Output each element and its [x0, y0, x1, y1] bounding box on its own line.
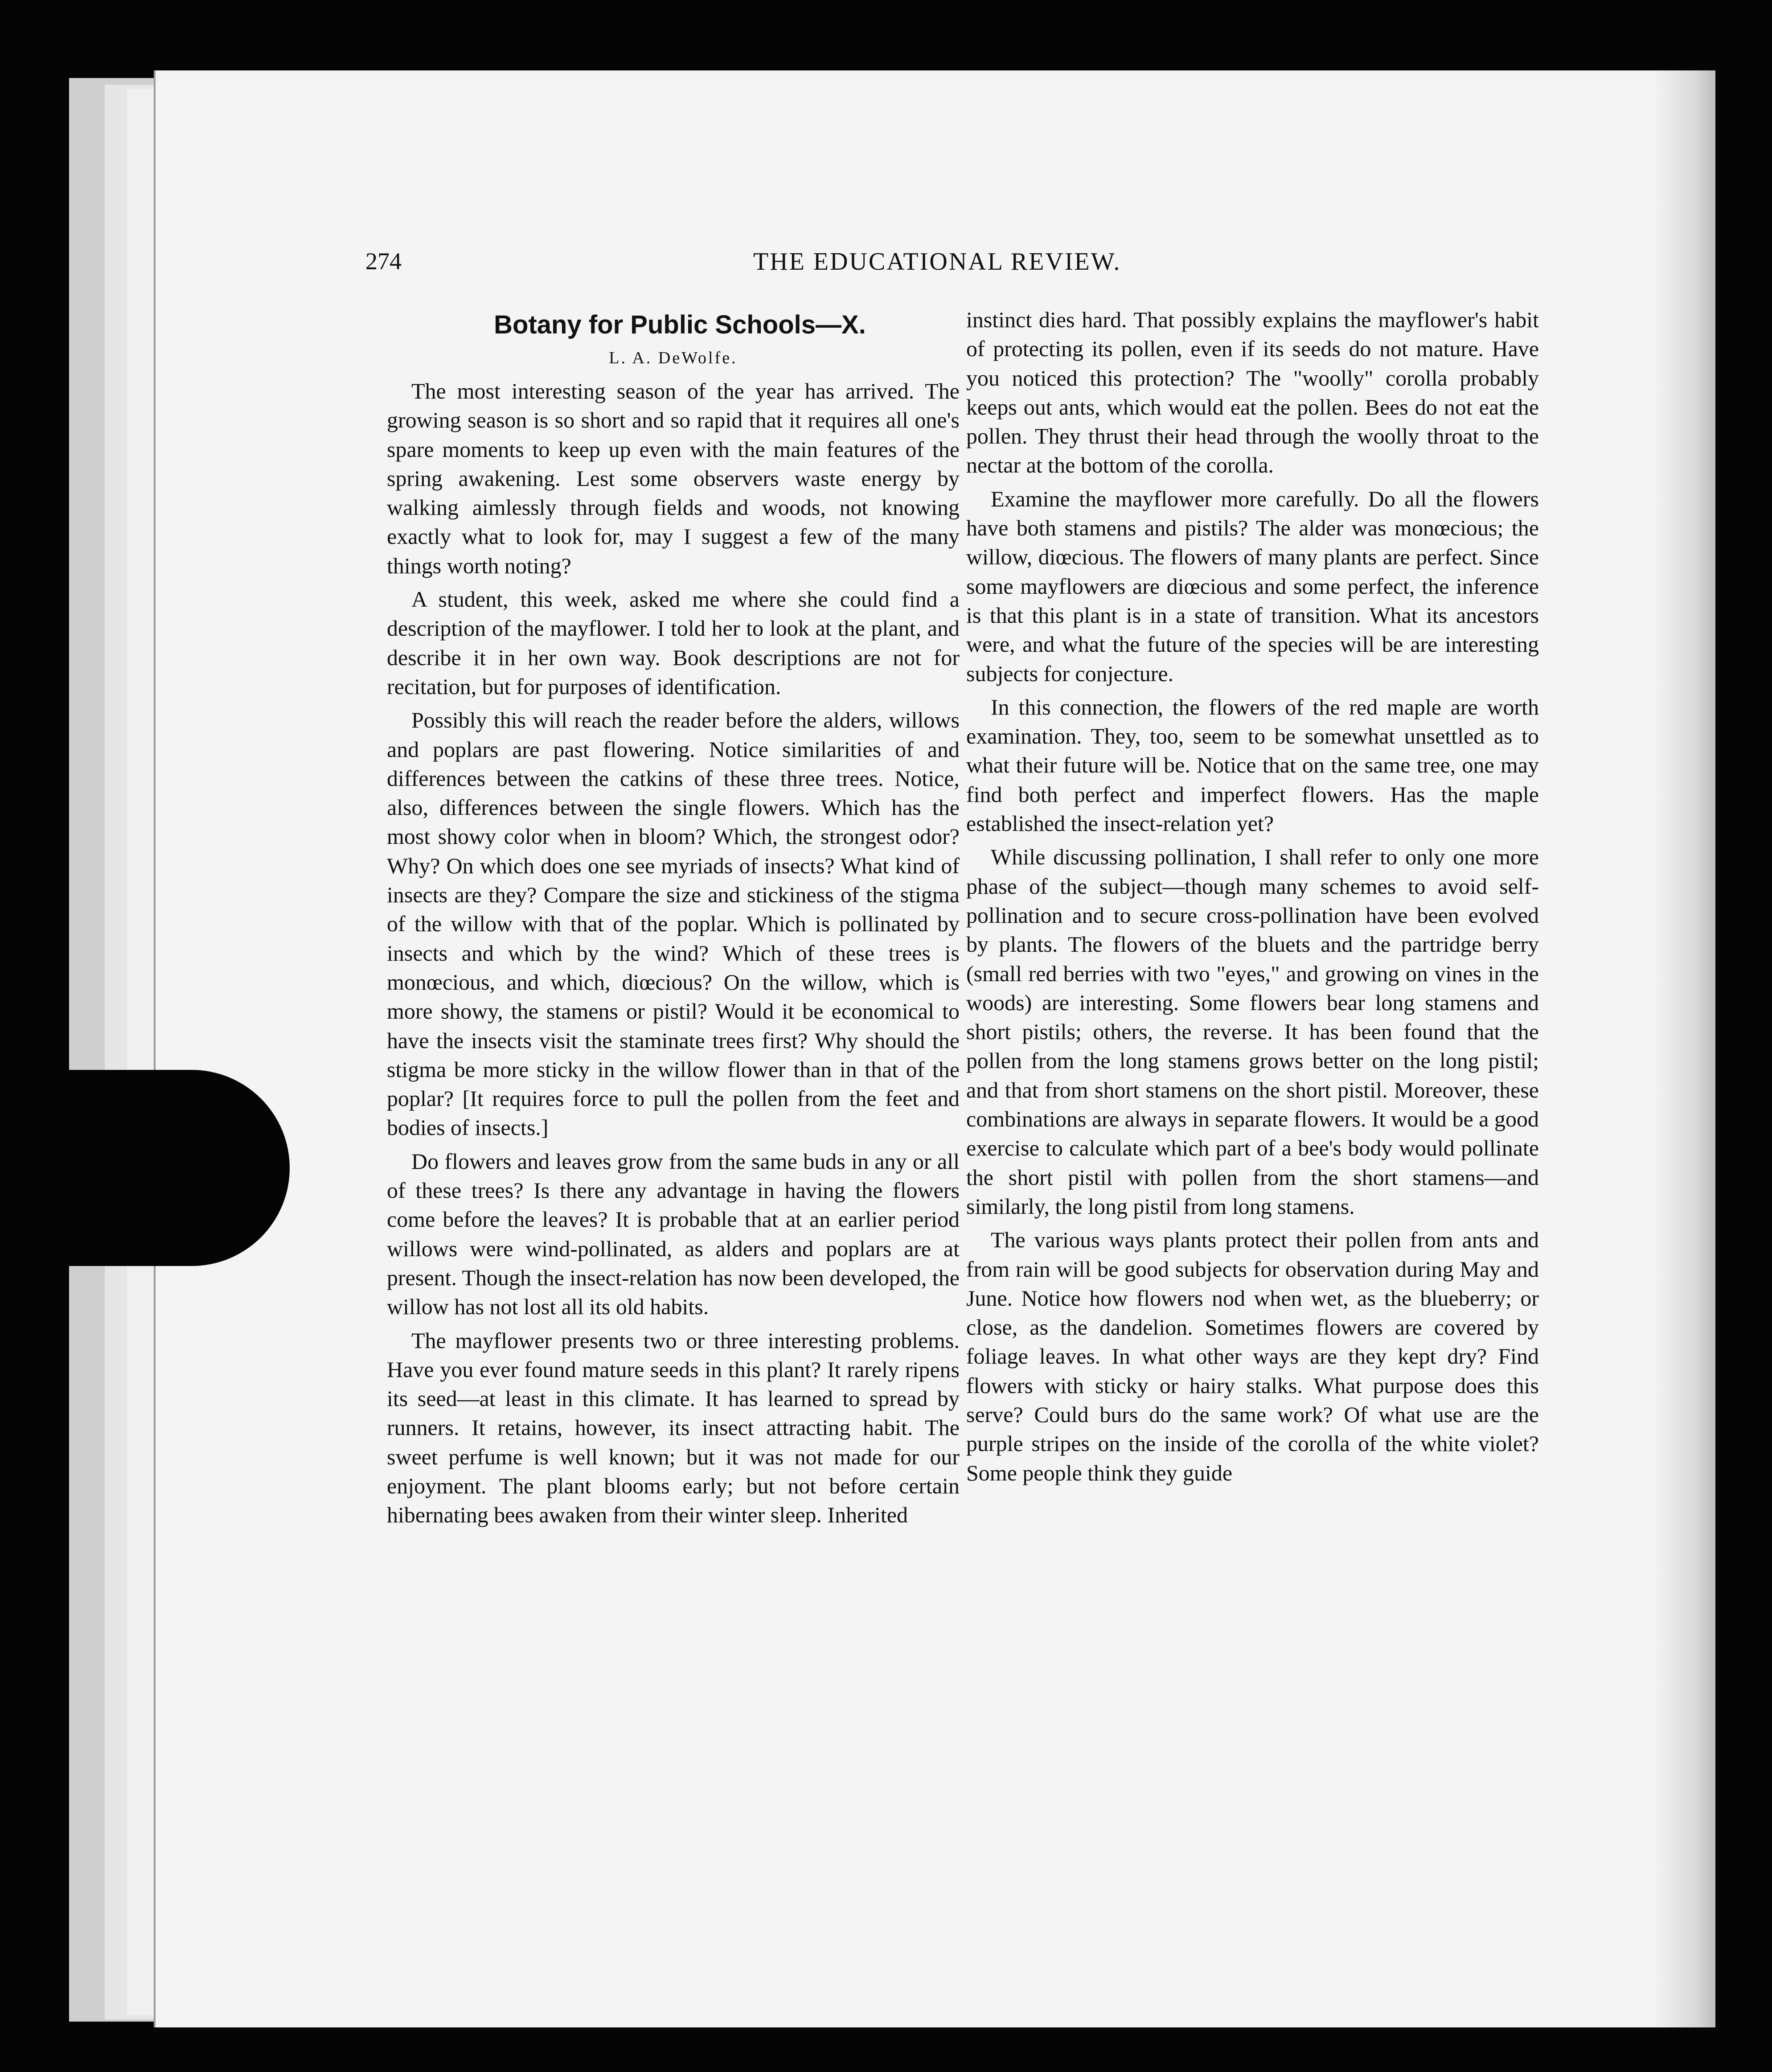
running-head: [0, 247, 1772, 283]
paragraph: Examine the mayflower more carefully. Do all the flowers have both stamens and pistils? The alder was monœcious; the willow, diœcious. The flowers of many plants are perfect. Since some mayflowers are diœcious and some perfect, the inference is that this plant is in a state of transition. What its ancestors were, and what the future of the species will be are interesting subjects for conjecture.: [966, 486, 1539, 686]
author-byline: L. A. DeWolfe.: [609, 349, 738, 367]
left-column: [387, 305, 960, 1530]
paragraph: Do flowers and leaves grow from the same buds in any or all of these trees? Is there any advantage in having the flowers come before the leaves? It is probable that at an earlier period willows were wind-pollinated, as alders and poplars are at present. Though the insect-relation has now been developed, the willow has not lost all its old habits.: [387, 1148, 960, 1320]
page-gutter-shadow: [1653, 70, 1715, 2027]
journal-title: THE EDUCATIONAL REVIEW.: [753, 248, 1121, 275]
paragraph: A student, this week, asked me where she could find a description of the mayflower. I told her to look at the plant, and describe it in her own way. Book descriptions are not for recitation, but for purposes of identification.: [387, 587, 960, 699]
paragraph: instinct dies hard. That possibly explains the mayflower's habit of protecting its pollen, even if its seeds do not mature. Have you noticed this protection? The "woolly" corolla probably keeps out ants, which would eat the pollen. Bees do not eat the pollen. They thrust their head through the woolly throat to the nectar at the bottom of the corolla.: [966, 307, 1539, 478]
paragraph: While discussing pollination, I shall refer to only one more phase of the subject—though many schemes to avoid self-pollination and to secure cross-pollination have been evolved by plants. The flowers of the bluets and the partridge berry (small red berries with two "eyes," and growing on vines in the woods) are interesting. Some flowers bear long stamens and short pistils; others, the reverse. It has been found that the pollen from the long stamens grows better on the long pistil; and that from short stamens on the short pistil. Moreover, these combinations are always in separate flowers. It would be a good exercise to calculate which part of a bee's body would pollinate the short pistil with pollen from the short stamens—and similarly, the long pistil from long stamens.: [966, 844, 1539, 1219]
page-number: 274: [365, 248, 402, 275]
paragraph: The most interesting season of the year has arrived. The growing season is so short and so rapid that it requires all one's spare moments to keep up even with the main features of the spring awakening. Lest some observers waste energy by walking aimlessly through fields and woods, not knowing exactly what to look for, may I suggest a few of the many things worth noting?: [387, 378, 960, 578]
paragraph: Possibly this will reach the reader before the alders, willows and poplars are past flowering. Notice similarities of and differences between the catkins of these three trees. Notice, also, differences between the single flowers. Which has the most showy color when in bloom? Which, the strongest odor? Why? On which does one see myriads of insects? What kind of insects are they? Compare the size and stickiness of the stigma of the willow with that of the poplar. Which is pollinated by insects and which by the wind? Which of these trees is monœcious, and which, diœcious? On the willow, which is more showy, the stamens or pistil? Would it be economical to have the insects visit the staminate trees first? Why should the stigma be more sticky in the willow flower than in that of the poplar? [It requires force to pull the pollen from the feet and bodies of insects.]: [387, 707, 960, 1140]
paragraph: The various ways plants protect their pollen from ants and from rain will be good subjects for observation during May and June. Notice how flowers nod when wet, as the blueberry; or close, as the dandelion. Sometimes flowers are covered by foliage leaves. In what other ways are they kept dry? Find flowers with sticky or hairy stalks. What purpose does this serve? Could burs do the same work? Of what use are the purple stripes on the inside of the corolla of the white violet? Some people think they guide: [966, 1227, 1539, 1485]
article-title: Botany for Public Schools—X.: [494, 310, 866, 339]
right-column: [966, 305, 1539, 1488]
paragraph: The mayflower presents two or three interesting problems. Have you ever found mature seeds in this plant? It rarely ripens its seed—at least in this climate. It has learned to spread by runners. It retains, however, its insect attracting habit. The sweet perfume is well known; but it was not made for our enjoyment. The plant blooms early; but not before certain hibernating bees awaken from their winter sleep. Inherited: [387, 1328, 960, 1528]
thumb-shadow: [0, 1070, 290, 1266]
paragraph: In this connection, the flowers of the red maple are worth examination. They, too, seem to be somewhat unsettled as to what their future will be. Notice that on the same tree, one may find both perfect and imperfect flowers. Has the maple established the insect-relation yet?: [966, 694, 1539, 836]
